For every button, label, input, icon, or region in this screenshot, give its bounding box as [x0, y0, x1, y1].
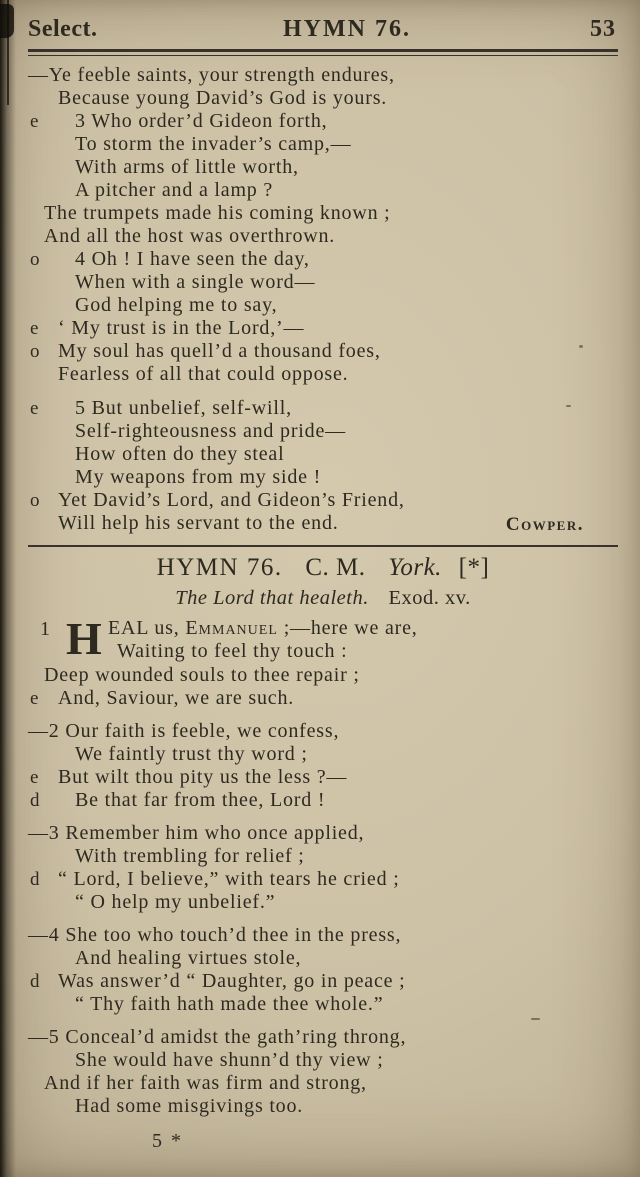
hymn-theme: The Lord that healeth.: [175, 587, 369, 609]
line-text: To storm the invader’s camp,—: [75, 133, 352, 155]
verse-number: 1: [40, 618, 51, 640]
hymn-line: [28, 1049, 618, 1072]
hymn-tune: York.: [388, 554, 442, 581]
author-attribution: Cowper.: [505, 514, 584, 535]
line-text: My soul has quell’d a thousand foes,: [58, 340, 381, 362]
line-text: But wilt thou pity us the less ?—: [58, 766, 348, 788]
hymn-line: [28, 156, 618, 179]
hymn-meter: C. M.: [305, 554, 366, 581]
line-text: God helping me to say,: [75, 294, 278, 316]
hymn-line: Waiting to feel thy touch :: [117, 640, 348, 662]
line-text: We faintly trust thy word ;: [75, 743, 308, 765]
hymn-line: [28, 1026, 618, 1049]
hymn-divider-rule: [28, 545, 618, 547]
expression-marker: o: [30, 341, 40, 362]
hymn-75-text: [28, 64, 618, 535]
line-text: And, Saviour, we are such.: [58, 687, 295, 709]
line-text: The trumpets made his coming known ;: [44, 202, 391, 224]
header-rule: [28, 49, 618, 56]
hymn-line: [28, 868, 618, 891]
page-number: 53: [590, 16, 616, 42]
line-text: Because young David’s God is yours.: [58, 87, 388, 109]
hymn-line: [28, 248, 618, 271]
line-text: —4 She too who touch’d thee in the press,: [28, 924, 402, 946]
hymn-line: [28, 340, 618, 363]
line-text: Was answer’d “ Daughter, go in peace ;: [58, 970, 406, 992]
hymn-line: [28, 64, 618, 87]
hymn-76-heading: [28, 554, 618, 582]
hymn-line: [28, 845, 618, 868]
scripture-reference: Exod. xv.: [388, 587, 471, 609]
line-text: “ Thy faith hath made thee whole.”: [75, 993, 384, 1015]
line-text: She would have shunn’d thy view ;: [75, 1049, 384, 1071]
hymn-line: [28, 687, 618, 710]
line-text: Self-righteousness and pride—: [75, 420, 346, 442]
line-text: When with a single word—: [75, 271, 316, 293]
expression-marker: d: [30, 869, 40, 890]
hymn-line: [28, 271, 618, 294]
hymn-line: [28, 993, 618, 1016]
expression-marker: e: [30, 688, 39, 709]
hymn-line: [28, 443, 618, 466]
hymn-mark: [*]: [458, 554, 490, 581]
hymn-line: [28, 947, 618, 970]
line-text: And all the host was overthrown.: [44, 225, 336, 247]
header-hymn-number: HYMN 76.: [283, 16, 411, 42]
hymn-line: [28, 202, 618, 225]
line-text: With trembling for relief ;: [75, 845, 305, 867]
hymn-line: [28, 363, 618, 386]
header-section-title: Select.: [28, 16, 98, 42]
hymn-line: [28, 317, 618, 340]
expression-marker: e: [30, 111, 39, 132]
hymn-line: [28, 179, 618, 202]
hymn-line: [28, 87, 618, 110]
line-text: “ O help my unbelief.”: [75, 891, 276, 913]
hymn-line: [28, 789, 618, 812]
hymn-line: [28, 133, 618, 156]
hymn-line: [28, 766, 618, 789]
expression-marker: e: [30, 767, 39, 788]
line-text: With arms of little worth,: [75, 156, 299, 178]
line-text: How often do they steal: [75, 443, 285, 465]
line-text: —Ye feeble saints, your strength endures,: [28, 64, 395, 86]
hymn-76-subtitle: [28, 587, 618, 610]
signature-mark: 5 *: [152, 1130, 183, 1152]
hymn-76-verse-1: [28, 613, 618, 664]
line-text: Had some misgivings too.: [75, 1095, 304, 1117]
hymn-line: [28, 720, 618, 743]
expression-marker: e: [30, 318, 39, 339]
hymn-line: [28, 110, 618, 133]
line-text: And if her faith was firm and strong,: [44, 1072, 367, 1094]
line-text: Will help his servant to the end.: [58, 512, 339, 534]
expression-marker: d: [30, 971, 40, 992]
line-text: Be that far from thee, Lord !: [75, 789, 326, 811]
expression-marker: d: [30, 790, 40, 811]
hymn-line: [28, 489, 618, 512]
hymn-line: [28, 420, 618, 443]
hymn-line: [28, 891, 618, 914]
hymn-line: [28, 466, 618, 489]
hymn-line: [28, 924, 618, 947]
hymn-line: [28, 294, 618, 317]
line-text: A pitcher and a lamp ?: [75, 179, 274, 201]
hymn-line: [28, 397, 618, 420]
hymn-line: [28, 1072, 618, 1095]
line-text: And healing virtues stole,: [75, 947, 302, 969]
hymn-number: HYMN 76.: [156, 554, 283, 581]
hymn-line: [28, 743, 618, 766]
expression-marker: e: [30, 398, 39, 419]
small-caps-word: Emmanuel: [185, 617, 278, 639]
line-text: —5 Conceal’d amidst the gath’ring throng,: [28, 1026, 407, 1048]
hymn-line: [28, 970, 618, 993]
line-text: EAL us,: [108, 617, 186, 639]
hymn-line: [28, 822, 618, 845]
line-text: Fearless of all that could oppose.: [58, 363, 349, 385]
line-text: —3 Remember him who once applied,: [28, 822, 365, 844]
line-text: 3 Who order’d Gideon forth,: [75, 110, 328, 132]
line-text: 5 But unbelief, self-will,: [75, 397, 292, 419]
hymn-line: [28, 664, 618, 687]
hymn-line: [28, 1095, 618, 1118]
hymn-line: [28, 225, 618, 248]
line-text: ‘ My trust is in the Lord,’—: [58, 317, 305, 339]
expression-marker: o: [30, 490, 40, 511]
line-text: ;—here we are,: [277, 617, 418, 639]
line-text: “ Lord, I believe,” with tears he cried ;: [58, 868, 400, 890]
hymn-line: [108, 617, 618, 640]
line-text: My weapons from my side !: [75, 466, 322, 488]
hymn-line: [28, 512, 618, 535]
expression-marker: o: [30, 249, 40, 270]
hymn-76-text: [28, 664, 618, 1118]
line-text: 4 Oh ! I have seen the day,: [75, 248, 310, 270]
line-text: Yet David’s Lord, and Gideon’s Friend,: [58, 489, 405, 511]
drop-cap: H: [66, 613, 103, 664]
line-text: —2 Our faith is feeble, we confess,: [28, 720, 340, 742]
running-header: [28, 14, 618, 48]
line-text: Deep wounded souls to thee repair ;: [44, 664, 360, 686]
